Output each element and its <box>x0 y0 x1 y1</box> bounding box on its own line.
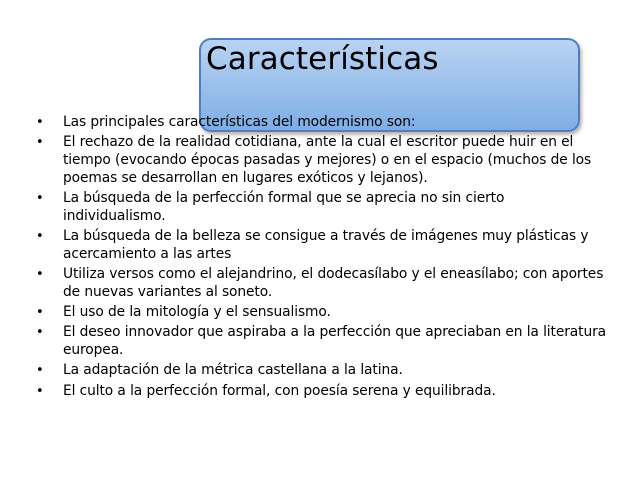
bullet-icon: • <box>36 304 44 320</box>
bullet-icon: • <box>36 115 44 130</box>
bullet-item <box>36 362 611 380</box>
bullet-item <box>36 228 611 263</box>
bullet-item <box>36 266 611 301</box>
bullet-text: Utiliza versos como el alejandrino, el dodecasílabo y el eneasílabo; con aportes de nuevas variantes al soneto. <box>63 265 604 300</box>
bullet-icon: • <box>36 190 44 206</box>
bullet-text: El rechazo de la realidad cotidiana, ante la cual el escritor puede huir en el tiempo (evocando épocas pasadas y mejores) o en el espacio (muchos de los poemas se desarrollan en lugares exóticos y lejanos). <box>63 134 592 186</box>
bullet-item <box>36 304 611 322</box>
bullet-icon: • <box>36 383 44 399</box>
bullet-icon: • <box>36 363 44 379</box>
bullet-item <box>36 324 611 359</box>
bullet-item <box>36 114 611 132</box>
bullet-icon: • <box>36 228 44 244</box>
bullet-list <box>36 114 611 403</box>
bullet-text: La búsqueda de la belleza se consigue a través de imágenes muy plásticas y acercamiento a las artes <box>63 227 589 262</box>
bullet-text: El uso de la mitología y el sensualismo. <box>63 303 331 320</box>
bullet-text: El culto a la perfección formal, con poesía serena y equilibrada. <box>63 382 496 399</box>
slide-title: Características <box>206 41 439 77</box>
bullet-icon: • <box>36 266 44 282</box>
bullet-text: La búsqueda de la perfección formal que se aprecia no sin cierto individualismo. <box>63 189 505 224</box>
bullet-item <box>36 383 611 401</box>
bullet-text: Las principales características del modernismo son: <box>63 114 416 130</box>
bullet-icon: • <box>36 325 44 341</box>
bullet-icon: • <box>36 135 44 151</box>
bullet-item <box>36 190 611 225</box>
bullet-item <box>36 134 611 187</box>
bullet-text: La adaptación de la métrica castellana a la latina. <box>63 362 403 379</box>
bullet-text: El deseo innovador que aspiraba a la perfección que apreciaban en la literatura europea. <box>63 324 607 358</box>
